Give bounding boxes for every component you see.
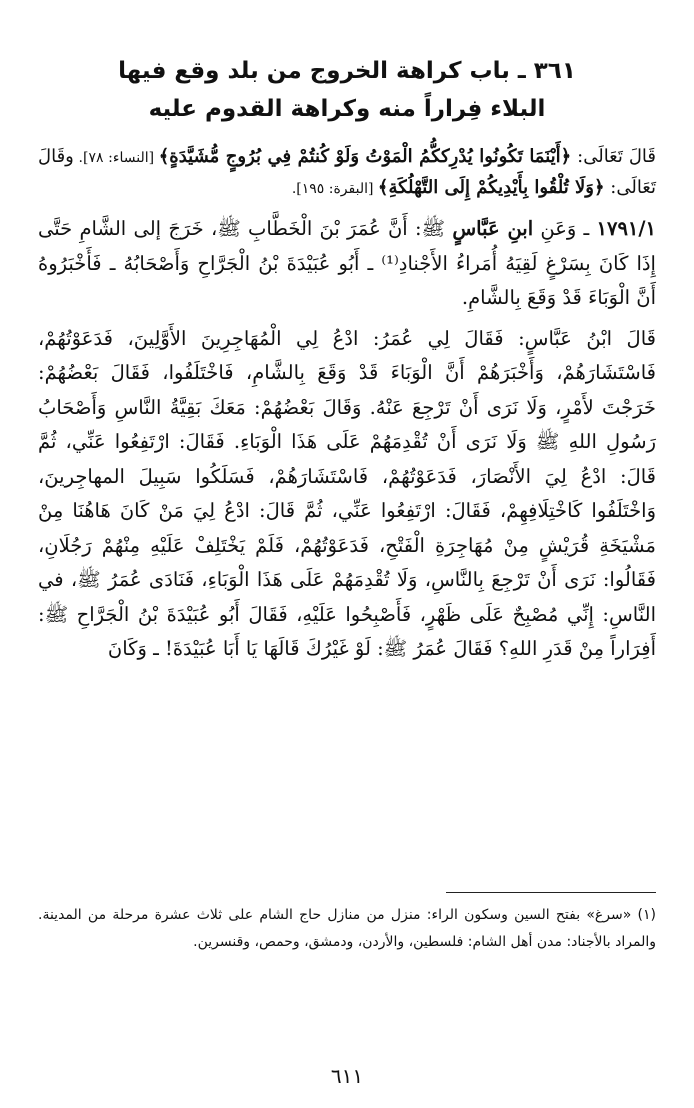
page-number: ٦١١	[330, 1064, 364, 1088]
quran-verse-2: ﴿وَلَا تُلْقُوا بِأَيْدِيكُمْ إِلَى التَّهْلُكَةِ﴾	[377, 177, 605, 198]
footnote: (١) «سرغ» بفتح السين وسكون الراء: منزل من منازل حاج الشام على ثلاث عشرة مرحلة من المدينة. والمراد بالأجناد: مدن أهل الشام: فلسطين، والأردن، ودمشق، وحمص، وقنسرين.	[38, 907, 656, 950]
hadith-body	[38, 212, 656, 667]
hadith-narrator: ابنِ عَبَّاسٍ	[452, 217, 534, 240]
verse-reference-2: [البقرة: ١٩٥].	[291, 181, 378, 197]
hadith-paragraph-1	[38, 212, 656, 316]
book-page	[38, 52, 656, 1108]
hadith-number: ١٧٩١/١	[596, 217, 656, 240]
verse-intro-1: قَالَ تَعَالَى:	[571, 146, 656, 167]
footnote-divider	[446, 892, 656, 893]
verse-reference-1: [النساء: ٧٨].	[73, 150, 159, 166]
hadith-text-1: ﷺ: أَنَّ عُمَرَ بْنَ الْخَطَّابِ ﷺ، خَرَجَ إلى الشَّامِ حَتَّى إِذَا كَانَ بِسَرْغٍ لَقِيَهُ أُمَراءُ الأَجْنادِ⁽¹⁾ ـ أَبُو عُبَيْدَةَ بْنُ الْجَرَّاحِ وَأَصْحَابُهُ ـ فَأَخْبَرُوهُ أَنَّ الْوَبَاءَ قَدْ وَقَعَ بِالشَّامِ.	[38, 217, 656, 309]
hadith-paragraph-2: قَالَ ابْنُ عَبَّاسٍ: فَقَالَ لِي عُمَرُ: ادْعُ لِي الْمُهَاجِرِينَ الأَوَّلِينَ، فَدَعَوْتُهُمْ، فَاسْتَشَارَهُمْ، وَأَخْبَرَهُمْ أَنَّ الْوَبَاءَ قَدْ وَقَعَ بِالشَّامِ، فَاخْتَلَفُوا، فَقَالَ بَعْضُهُمْ: خَرَجْتَ لأَمْرٍ، وَلَا نَرَى أَنْ تَرْجِعَ عَنْهُ. وَقَالَ بَعْضُهُمْ: مَعَكَ بَقِيَّةُ النَّاسِ وَأَصْحَابُ رَسُولِ اللهِ ﷺ وَلَا نَرَى أَنْ تُقْدِمَهُمْ عَلَى هَذَا الْوَبَاءِ. فَقَالَ: ارْتَفِعُوا عَنِّي، ثُمَّ قَالَ: ادْعُ لِيَ الأَنْصَارَ، فَدَعَوْتُهُمْ، فَاسْتَشَارَهُمْ، فَسَلَكُوا سَبِيلَ المهاجِرينَ، وَاخْتَلَفُوا كَاخْتِلَافِهِمْ، فَقَالَ: ارْتَفِعُوا عَنِّي، ثُمَّ قَالَ: ادْعُ لِيَ مَنْ كَانَ هَاهُنَا مِنْ مَشْيَخَةِ قُرَيْشٍ مِنْ مُهَاجِرَةِ الْفَتْحِ، فَدَعَوْتُهُمْ، فَلَمْ يَخْتَلِفْ عَلَيْهِ مِنْهُمْ رَجُلَانِ، فَقَالُوا: نَرَى أَنْ تَرْجِعَ بِالنَّاسِ، وَلَا تُقْدِمَهُمْ عَلَى هَذَا الْوَبَاءِ، فَنَادَى عُمَرُ ﷺ، في النَّاسِ: إِنِّي مُصْبِحٌ عَلَى ظَهْرٍ، فَأَصْبِحُوا عَلَيْهِ، فَقَالَ أَبُو عُبَيْدَةَ بْنُ الْجَرَّاحِ ﷺ: أَفِرَاراً مِنْ قَدَرِ اللهِ؟ فَقَالَ عُمَرُ ﷺ: لَوْ غَيْرُكَ قَالَهَا يَا أَبَا عُبَيْدَةَ! ـ وَكَانَ	[38, 326, 656, 660]
quran-verse-1: ﴿أَيْنَمَا تَكُونُوا يُدْرِككُّمُ الْمَوْتُ وَلَوْ كُنتُمْ فِي بُرُوجٍ مُّشَيَّدَةٍ﴾	[158, 146, 572, 167]
quran-verses	[38, 142, 656, 204]
hadith-separator: ـ وَعَنِ	[533, 217, 597, 240]
chapter-title-line-1: ٣٦١ ـ باب كراهة الخروج من بلد وقع فيها	[118, 58, 576, 84]
chapter-title-line-2: البلاء فِراراً منه وكراهة القدوم عليه	[148, 96, 546, 122]
verse-intro-2: وقَالَ تَعَالَى:	[38, 146, 656, 198]
chapter-title	[38, 52, 656, 128]
